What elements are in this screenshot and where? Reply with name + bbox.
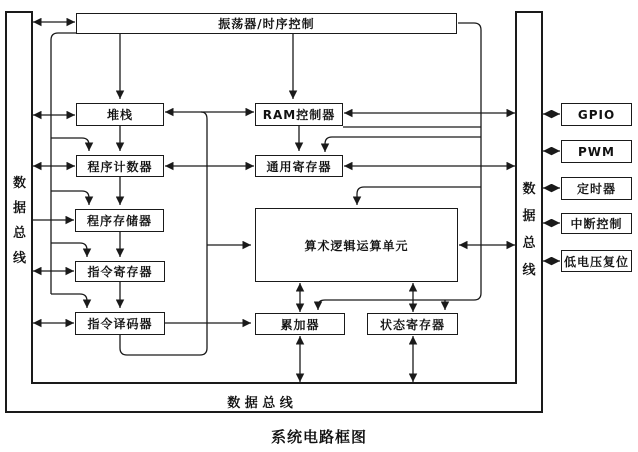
block-low-voltage-reset: 低电压复位 <box>561 250 632 272</box>
clock-to-program-memory <box>51 191 89 205</box>
block-alu: 算术逻辑运算单元 <box>255 208 458 282</box>
block-status-register: 状态寄存器 <box>367 313 458 335</box>
block-ram-controller: RAM控制器 <box>255 103 343 126</box>
timing-to-alu-top <box>357 187 481 205</box>
block-oscillator: 振荡器/时序控制 <box>76 13 457 34</box>
diagram-caption: 系统电路框图 <box>270 428 367 446</box>
timing-to-general-register <box>325 137 481 152</box>
block-program-counter: 程序计数器 <box>76 155 164 177</box>
block-pwm: PWM <box>561 140 632 163</box>
left-bus-label: 数据总线 <box>12 176 26 266</box>
clock-to-instruction-decoder <box>51 294 87 308</box>
clock-line-left <box>51 33 76 294</box>
block-program-memory: 程序存储器 <box>75 209 164 232</box>
block-interrupt-control: 中断控制 <box>561 213 632 234</box>
clock-to-instruction-register <box>51 243 87 257</box>
block-gpio: GPIO <box>561 103 632 126</box>
block-accumulator: 累加器 <box>255 313 345 335</box>
clock-to-program-counter <box>51 138 89 151</box>
block-timer: 定时器 <box>561 177 632 200</box>
block-instruction-decoder: 指令译码器 <box>75 312 165 335</box>
bottom-bus-label: 数 据 总 线 <box>227 396 293 411</box>
block-stack: 堆栈 <box>76 103 164 126</box>
right-bus-label: 数据总线 <box>522 182 536 278</box>
block-general-register: 通用寄存器 <box>255 155 343 177</box>
block-instruction-register: 指令寄存器 <box>75 261 165 282</box>
